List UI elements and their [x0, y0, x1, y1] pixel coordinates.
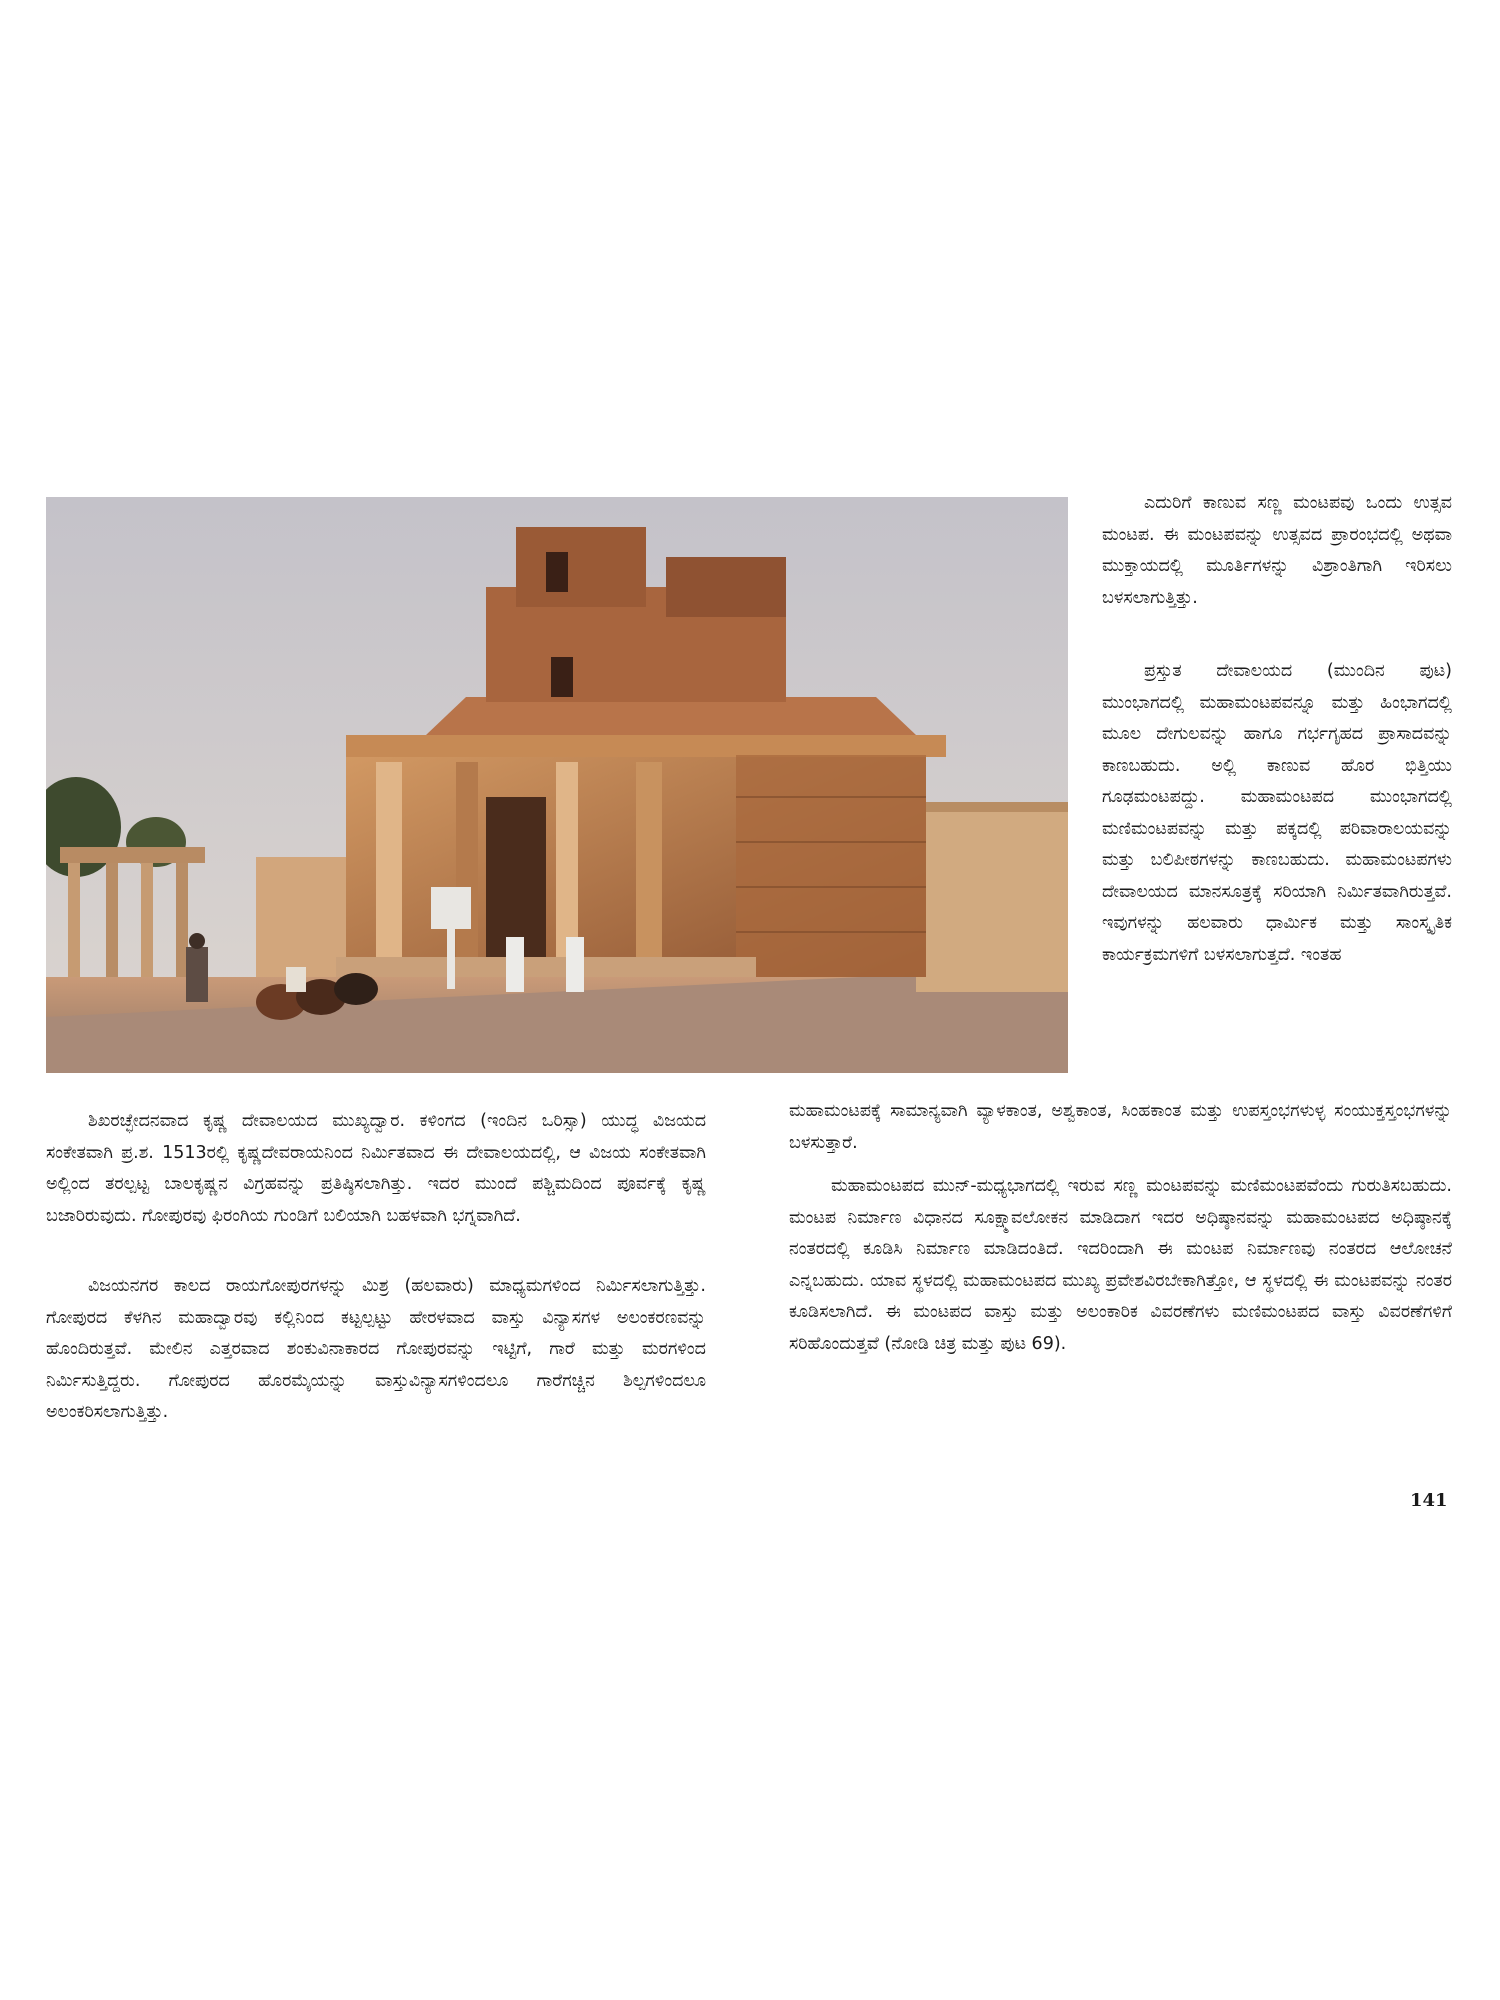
temple-photo	[46, 497, 1068, 1073]
paragraph-text: ಎದುರಿಗೆ ಕಾಣುವ ಸಣ್ಣ ಮಂಟಪವು ಒಂದು ಉತ್ಸವ ಮಂಟಪ. ಈ ಮಂಟಪವನ್ನು ಉತ್ಸವದ ಪ್ರಾರಂಭದಲ್ಲಿ ಅಥವಾ ಮುಕ್ತಾಯದಲ್ಲಿ ಮೂರ್ತಿಗಳನ್ನು ವಿಶ್ರಾಂತಿಗಾಗಿ ಇರಿಸಲು ಬಳಸಲಾಗುತ್ತಿತ್ತು.	[1102, 493, 1452, 608]
photo-caption	[46, 1106, 706, 1232]
paragraph-utsava-mantapa	[1102, 488, 1452, 614]
paragraph-temple-plan	[1102, 656, 1452, 971]
paragraph-text: ವಿಜಯನಗರ ಕಾಲದ ರಾಯಗೋಪುರಗಳನ್ನು ಮಿಶ್ರ (ಹಲವಾರು) ಮಾಧ್ಯಮಗಳಿಂದ ನಿರ್ಮಿಸಲಾಗುತ್ತಿತ್ತು. ಗೋಪುರದ ಕೆಳಗಿನ ಮಹಾದ್ವಾರವು ಕಲ್ಲಿನಿಂದ ಕಟ್ಟಲ್ಪಟ್ಟು ಹೇರಳವಾದ ವಾಸ್ತು ವಿನ್ಯಾಸಗಳ ಅಲಂಕರಣವನ್ನು ಹೊಂದಿರುತ್ತವೆ. ಮೇಲಿನ ಎತ್ತರವಾದ ಶಂಕುವಿನಾಕಾರದ ಗೋಪುರವನ್ನು ಇಟ್ಟಿಗೆ, ಗಾರೆ ಮತ್ತು ಮರಗಳಿಂದ ನಿರ್ಮಿಸುತ್ತಿದ್ದರು. ಗೋಪುರದ ಹೊರಮೈಯನ್ನು ವಾಸ್ತುವಿನ್ಯಾಸಗಳಿಂದಲೂ ಗಾರೆಗಚ್ಚಿನ ಶಿಲ್ಪಗಳಿಂದಲೂ ಅಲಂಕರಿಸಲಾಗುತ್ತಿತ್ತು.	[46, 1276, 706, 1422]
paragraph-text: ಪ್ರಸ್ತುತ ದೇವಾಲಯದ (ಮುಂದಿನ ಪುಟ) ಮುಂಭಾಗದಲ್ಲಿ ಮಹಾಮಂಟಪವನ್ನೂ ಮತ್ತು ಹಿಂಭಾಗದಲ್ಲಿ ಮೂಲ ದೇಗುಲವನ್ನು ಹಾಗೂ ಗರ್ಭಗೃಹದ ಪ್ರಾಸಾದವನ್ನು ಕಾಣಬಹುದು. ಅಲ್ಲಿ ಕಾಣುವ ಹೊರ ಭಿತ್ತಿಯು ಗೂಢಮಂಟಪದ್ದು. ಮಹಾಮಂಟಪದ ಮುಂಭಾಗದಲ್ಲಿ ಮಣಿಮಂಟಪವನ್ನು ಮತ್ತು ಪಕ್ಕದಲ್ಲಿ ಪರಿವಾರಾಲಯವನ್ನು ಮತ್ತು ಬಲಿಪೀಠಗಳನ್ನು ಕಾಣಬಹುದು. ಮಹಾಮಂಟಪಗಳು ದೇವಾಲಯದ ಮಾನಸೂತ್ರಕ್ಕೆ ಸರಿಯಾಗಿ ನಿರ್ಮಿತವಾಗಿರುತ್ತವೆ. ಇವುಗಳನ್ನು ಹಲವಾರು ಧಾರ್ಮಿಕ ಮತ್ತು ಸಾಂಸ್ಕೃತಿಕ ಕಾರ್ಯಕ್ರಮಗಳಿಗೆ ಬಳಸಲಾಗುತ್ತದೆ. ಇಂತಹ	[1102, 661, 1452, 965]
caption-text: ಶಿಖರಚ್ಛೇದನವಾದ ಕೃಷ್ಣ ದೇವಾಲಯದ ಮುಖ್ಯದ್ವಾರ. ಕಳಿಂಗದ (ಇಂದಿನ ಒರಿಸ್ಸಾ) ಯುದ್ಧ ವಿಜಯದ ಸಂಕೇತವಾಗಿ ಪ್ರ.ಶ. 1513ರಲ್ಲಿ ಕೃಷ್ಣದೇವರಾಯನಿಂದ ನಿರ್ಮಿತವಾದ ಈ ದೇವಾಲಯದಲ್ಲಿ, ಆ ವಿಜಯ ಸಂಕೇತವಾಗಿ ಅಲ್ಲಿಂದ ತರಲ್ಪಟ್ಟ ಬಾಲಕೃಷ್ಣನ ವಿಗ್ರಹವನ್ನು ಪ್ರತಿಷ್ಠಿಸಲಾಗಿತ್ತು. ಇದರ ಮುಂದೆ ಪಶ್ಚಿಮದಿಂದ ಪೂರ್ವಕ್ಕೆ ಕೃಷ್ಣ ಬಜಾರಿರುವುದು. ಗೋಪುರವು ಫಿರಂಗಿಯ ಗುಂಡಿಗೆ ಬಲಿಯಾಗಿ ಬಹಳವಾಗಿ ಭಗ್ನವಾಗಿದೆ.	[46, 1111, 706, 1226]
paragraph-raya-gopura	[46, 1271, 706, 1429]
paragraph-text: ಮಹಾಮಂಟಪದ ಮುನ್-ಮಧ್ಯಭಾಗದಲ್ಲಿ ಇರುವ ಸಣ್ಣ ಮಂಟಪವನ್ನು ಮಣಿಮಂಟಪವೆಂದು ಗುರುತಿಸಬಹುದು. ಮಂಟಪ ನಿರ್ಮಾಣ ವಿಧಾನದ ಸೂಕ್ಷ್ಮಾವಲೋಕನ ಮಾಡಿದಾಗ ಇದರ ಅಧಿಷ್ಠಾನವನ್ನು ಮಹಾಮಂಟಪದ ಅಧಿಷ್ಠಾನಕ್ಕೆ ನಂತರದಲ್ಲಿ ಕೂಡಿಸಿ ನಿರ್ಮಾಣ ಮಾಡಿದಂತಿದೆ. ಇದರಿಂದಾಗಿ ಈ ಮಂಟಪ ನಿರ್ಮಾಣವು ನಂತರದ ಆಲೋಚನೆ ಎನ್ನಬಹುದು. ಯಾವ ಸ್ಥಳದಲ್ಲಿ ಮಹಾಮಂಟಪದ ಮುಖ್ಯ ಪ್ರವೇಶವಿರಬೇಕಾಗಿತ್ತೋ, ಆ ಸ್ಥಳದಲ್ಲಿ ಈ ಮಂಟಪವನ್ನು ನಂತರ ಕೂಡಿಸಲಾಗಿದೆ. ಈ ಮಂಟಪದ ವಾಸ್ತು ಮತ್ತು ಅಲಂಕಾರಿಕ ವಿವರಣೆಗಳು ಮಣಿಮಂಟಪದ ವಾಸ್ತು ವಿವರಣೆಗಳಿಗೆ ಸರಿಹೊಂದುತ್ತವೆ (ನೋಡಿ ಚಿತ್ರ ಮತ್ತು ಪುಟ 69).	[789, 1176, 1452, 1354]
paragraph-manimantapa	[789, 1171, 1452, 1360]
page-number: 141	[1410, 1490, 1448, 1511]
temple-illustration	[46, 497, 1068, 1073]
paragraph-text: ಮಹಾಮಂಟಪಕ್ಕೆ ಸಾಮಾನ್ಯವಾಗಿ ವ್ಯಾಳಕಾಂತ, ಅಶ್ವಕಾಂತ, ಸಿಂಹಕಾಂತ ಮತ್ತು ಉಪಸ್ತಂಭಗಳುಳ್ಳ ಸಂಯುಕ್ತಸ್ತಂಭಗಳನ್ನು ಬಳಸುತ್ತಾರೆ.	[789, 1101, 1452, 1153]
paragraph-mahamantapa-pillars	[789, 1096, 1452, 1159]
